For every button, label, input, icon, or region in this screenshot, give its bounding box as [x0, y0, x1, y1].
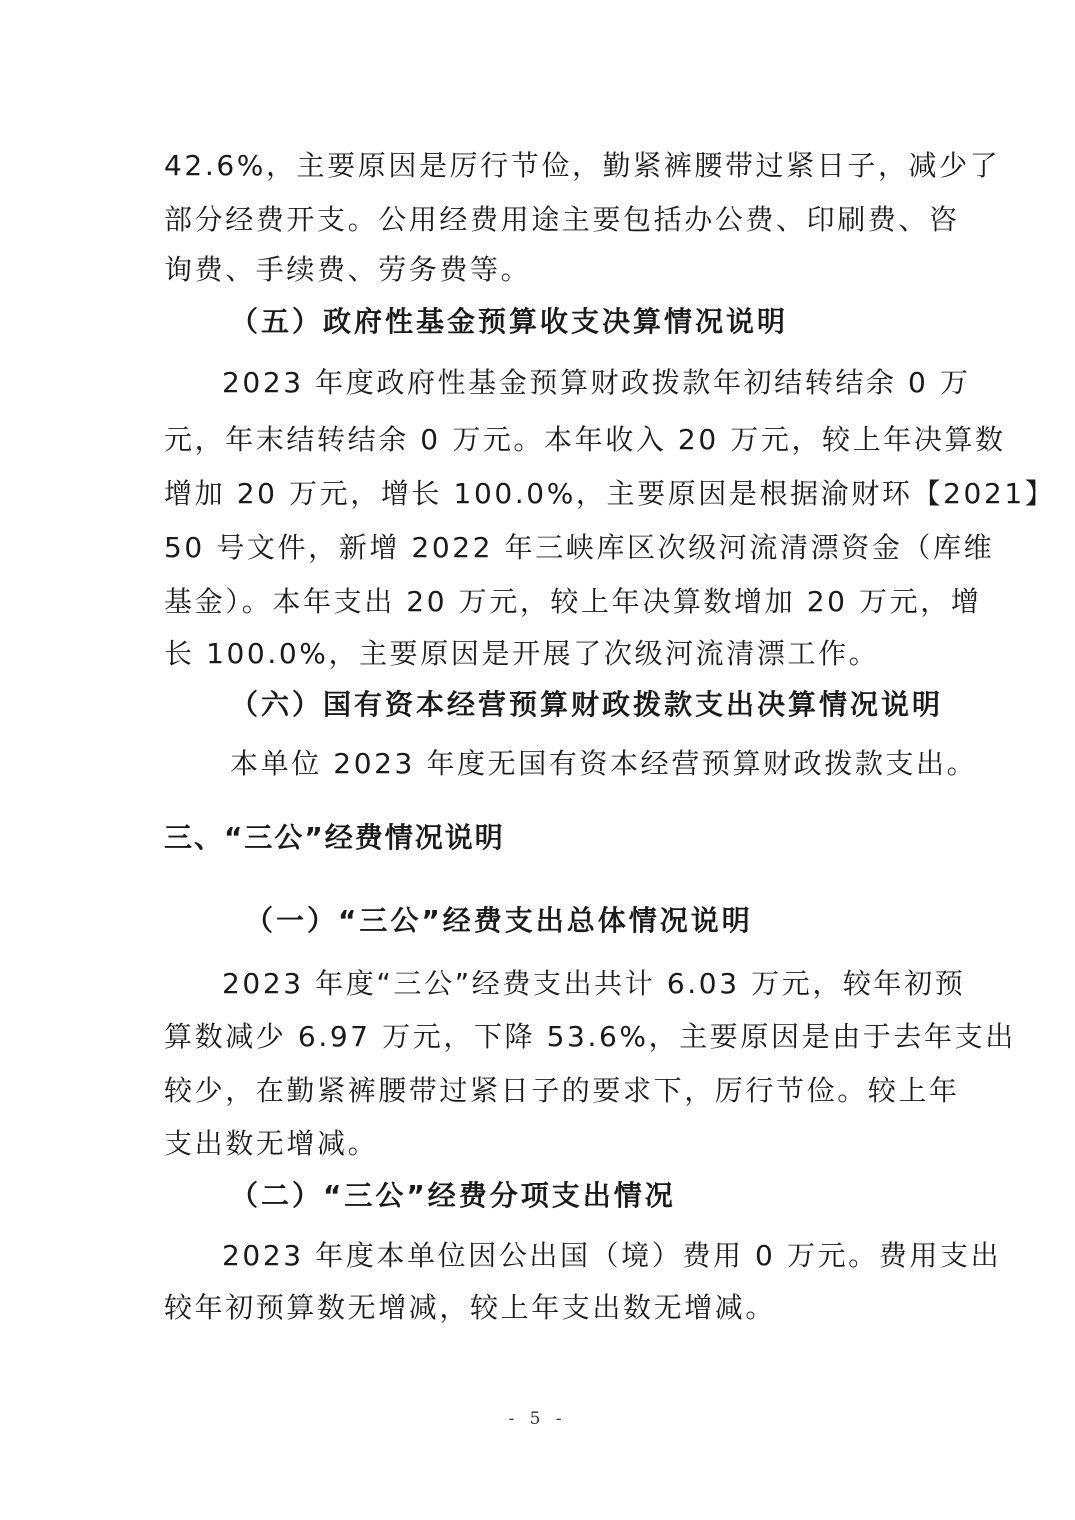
paragraph-line: 2023 年度政府性基金预算财政拨款年初结转结余 0 万	[222, 366, 971, 399]
paragraph-line: 较少，在勤紧裤腰带过紧日子的要求下，厉行节俭。较上年	[164, 1074, 960, 1107]
subsection-heading-six: （六）国有资本经营预算财政拨款支出决算情况说明	[230, 688, 944, 721]
paragraph-line: 元，年末结转结余 0 万元。本年收入 20 万元，较上年决算数	[164, 423, 1006, 456]
paragraph-line: 支出数无增减。	[164, 1127, 379, 1160]
subsection-heading-five: （五）政府性基金预算收支决算情况说明	[230, 305, 789, 338]
paragraph-line: 42.6%，主要原因是厉行节俭，勤紧裤腰带过紧日子，减少了	[164, 149, 1001, 182]
subsection-heading-one: （一）“三公”经费支出总体情况说明	[245, 904, 753, 937]
section-heading-three: 三、“三公”经费情况说明	[164, 821, 505, 854]
paragraph-line: 基金）。本年支出 20 万元，较上年决算数增加 20 万元，增	[164, 585, 982, 618]
paragraph-line: 部分经费开支。公用经费用途主要包括办公费、印刷费、咨	[164, 203, 960, 236]
subsection-heading-two: （二）“三公”经费分项支出情况	[230, 1179, 676, 1212]
paragraph-line: 2023 年度“三公”经费支出共计 6.03 万元，较年初预	[222, 967, 966, 1000]
paragraph-line: 长 100.0%，主要原因是开展了次级河流清漂工作。	[164, 637, 880, 670]
paragraph-line: 50 号文件，新增 2022 年三峡库区次级河流清漂资金（库维	[164, 531, 995, 564]
paragraph-line: 本单位 2023 年度无国有资本经营预算财政拨款支出。	[230, 747, 978, 780]
paragraph-line: 询费、手续费、劳务费等。	[164, 253, 532, 286]
paragraph-line: 增加 20 万元，增长 100.0%，主要原因是根据渝财环【2021】	[164, 477, 1056, 510]
paragraph-line: 2023 年度本单位因公出国（境）费用 0 万元。费用支出	[222, 1239, 1002, 1272]
page-number: - 5 -	[508, 1409, 567, 1429]
paragraph-line: 算数减少 6.97 万元，下降 53.6%，主要原因是由于去年支出	[164, 1020, 1016, 1053]
paragraph-line: 较年初预算数无增减，较上年支出数无增减。	[164, 1291, 777, 1324]
